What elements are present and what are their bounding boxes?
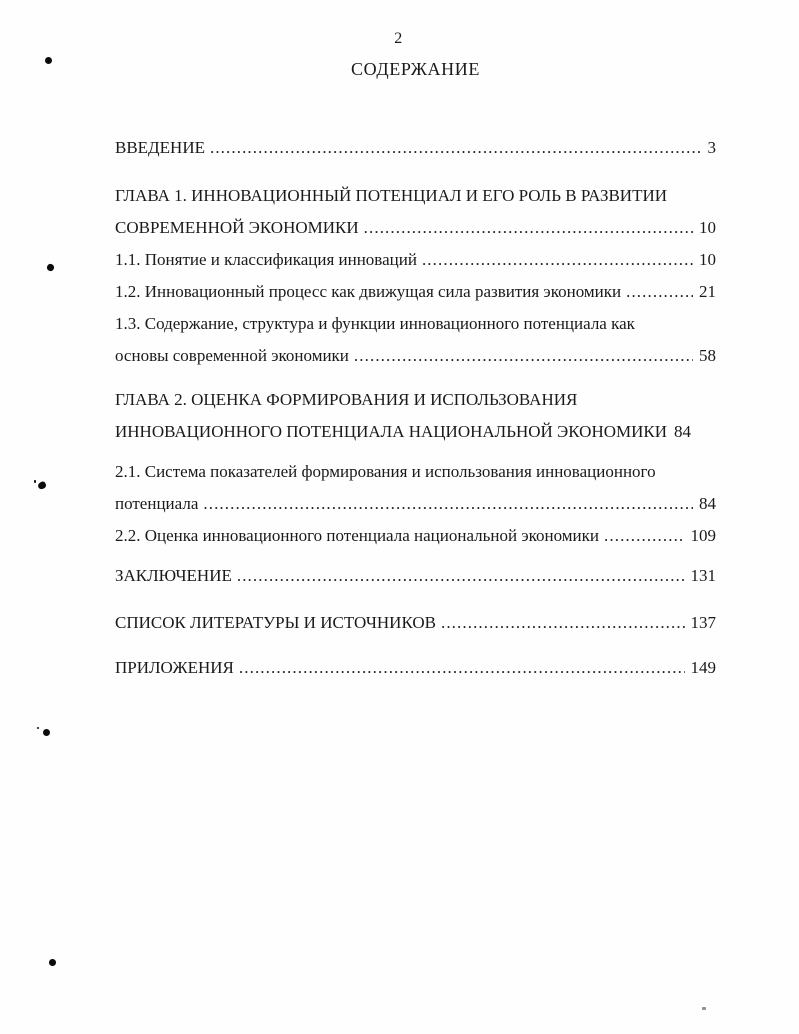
toc-dot-leader <box>441 607 685 639</box>
toc-entry-text: ИННОВАЦИОННОГО ПОТЕНЦИАЛА НАЦИОНАЛЬНОЙ ЭКОНОМИКИ <box>115 422 668 441</box>
toc-page-number: 10 <box>699 218 716 237</box>
toc-list <box>115 132 716 684</box>
toc-dot-leader <box>626 276 693 308</box>
toc-entry-row <box>115 488 716 520</box>
toc-entry-row <box>115 652 716 684</box>
toc-entry <box>115 180 716 244</box>
contents-title: СОДЕРЖАНИЕ <box>351 59 480 79</box>
toc-dot-leader <box>210 132 702 164</box>
toc-entry-row <box>115 276 716 308</box>
toc-entry <box>115 652 716 684</box>
toc-entry-row <box>115 520 716 552</box>
scan-speck <box>49 959 56 966</box>
toc-entry-line: ГЛАВА 2. ОЦЕНКА ФОРМИРОВАНИЯ И ИСПОЛЬЗОВАНИЯ <box>115 390 578 409</box>
toc-entry-text: ЗАКЛЮЧЕНИЕ <box>115 566 232 585</box>
toc-page-number: 84 <box>699 494 716 513</box>
toc-entry-line: 2.1. Система показателей формирования и использования инновационного <box>115 462 656 481</box>
scan-speck <box>43 729 50 736</box>
toc-dot-leader <box>203 488 693 520</box>
toc-page-number: 10 <box>699 250 716 269</box>
toc-entry <box>115 308 716 372</box>
toc-entry <box>115 276 716 308</box>
toc-entry-line: ГЛАВА 1. ИННОВАЦИОННЫЙ ПОТЕНЦИАЛ И ЕГО РОЛЬ В РАЗВИТИИ <box>115 186 668 205</box>
page-content <box>115 0 716 684</box>
toc-entry <box>115 384 716 448</box>
scan-speck <box>37 481 47 491</box>
scan-speck <box>34 480 36 483</box>
toc-entry-line: 1.3. Содержание, структура и функции инновационного потенциала как <box>115 314 635 333</box>
toc-entry-text: ВВЕДЕНИЕ <box>115 138 205 157</box>
toc-dot-leader <box>422 244 693 276</box>
toc-entry <box>115 560 716 592</box>
scan-speck <box>702 1007 706 1010</box>
toc-entry-text: 2.2. Оценка инновационного потенциала национальной экономики <box>115 526 600 545</box>
toc-entry-text: СОВРЕМЕННОЙ ЭКОНОМИКИ <box>115 218 359 237</box>
toc-entry-row <box>115 416 716 448</box>
toc-page-number: 21 <box>699 282 716 301</box>
toc-page-number: 149 <box>690 658 716 677</box>
toc-entry-row <box>115 244 716 276</box>
toc-page-number: 137 <box>690 613 716 632</box>
toc-entry <box>115 607 716 639</box>
toc-dot-leader <box>604 520 684 552</box>
toc-entry-row <box>115 560 716 592</box>
toc-entry <box>115 132 716 164</box>
toc-entry <box>115 520 716 552</box>
scan-speck <box>45 57 52 64</box>
toc-entry-text: 1.2. Инновационный процесс как движущая сила развития экономики <box>115 282 622 301</box>
toc-dot-leader <box>237 560 685 592</box>
toc-page-number: 58 <box>699 346 716 365</box>
toc-entry-text: 1.1. Понятие и классификация инноваций <box>115 250 417 269</box>
toc-entry-row <box>115 212 716 244</box>
toc-dot-leader <box>364 212 693 244</box>
toc-entry-text: потенциала <box>115 494 199 513</box>
toc-entry-row <box>115 607 716 639</box>
toc-page-number: 109 <box>690 526 716 545</box>
toc-entry-row <box>115 132 716 164</box>
toc-page-number: 131 <box>690 566 716 585</box>
scan-speck <box>46 263 55 272</box>
toc-dot-leader <box>354 340 693 372</box>
toc-entry-text: ПРИЛОЖЕНИЯ <box>115 658 234 677</box>
toc-entry-row <box>115 340 716 372</box>
toc-entry-text: СПИСОК ЛИТЕРАТУРЫ И ИСТОЧНИКОВ <box>115 613 436 632</box>
scan-speck <box>37 727 39 729</box>
toc-dot-leader <box>239 652 685 684</box>
toc-entry-text: основы современной экономики <box>115 346 349 365</box>
toc-entry <box>115 244 716 276</box>
page-number: 2 <box>394 30 403 47</box>
toc-entry <box>115 456 716 520</box>
toc-page-number: 84 <box>674 422 692 441</box>
toc-page-number: 3 <box>707 138 716 157</box>
